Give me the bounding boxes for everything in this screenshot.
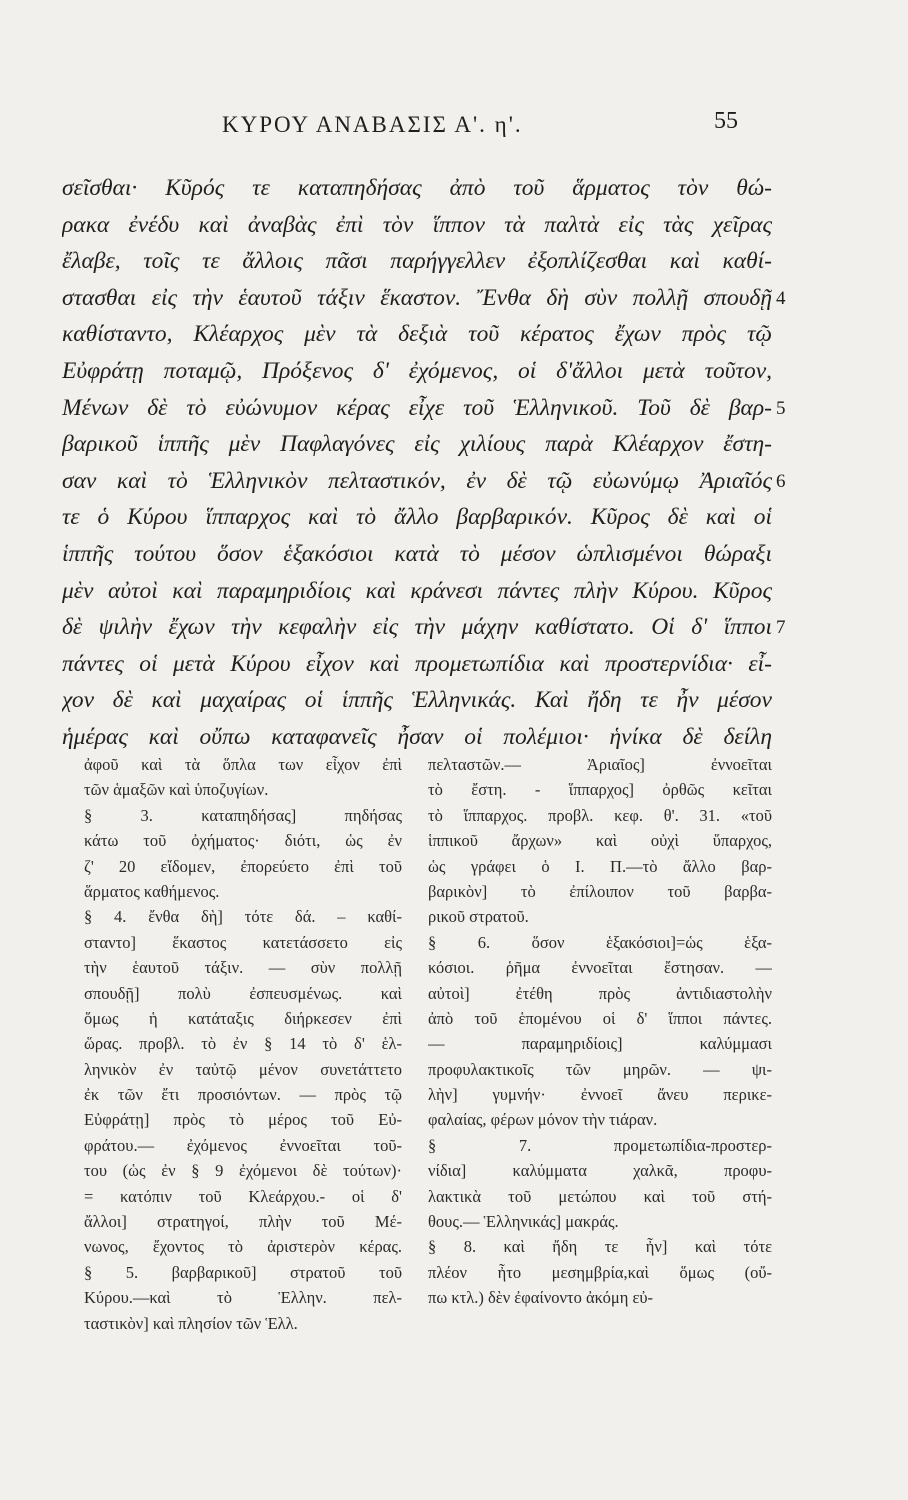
main-text-line: χον δὲ καὶ μαχαίρας οἱ ἱππῆς Ἑλληνικάς. Καὶ ἤδη τε ἦν μέσον — [62, 687, 772, 714]
main-text-line: τε ὁ Κύρου ἵππαρχος καὶ τὸ ἄλλο βαρβαρικόν. Κῦρος δὲ καὶ οἱ — [62, 504, 772, 531]
commentary-line: ζ' 20 εἴδομεν, ἐπορεύετο ἐπὶ τοῦ — [84, 856, 402, 876]
commentary-line: φαλαίας, φέρων μόνον τὴν τιάραν. — [428, 1110, 658, 1130]
commentary-line: σταντο] ἕκαστος κατετάσσετο εἰς — [84, 932, 402, 952]
commentary-line: νωνος, ἔχοντος τὸ ἀριστερὸν κέρας. — [84, 1237, 402, 1257]
commentary-right-column — [428, 752, 772, 1311]
commentary-line: ἀπὸ τοῦ ἑπομένου οἱ δ' ἵπποι πάντες. — [428, 1008, 772, 1028]
commentary-line: τὸ ἔστη. - ἵππαρχος] ὀρθῶς κεῖται — [428, 780, 772, 800]
commentary-line: τῶν ἁμαξῶν καὶ ὑποζυγίων. — [84, 780, 269, 800]
commentary-line: λὴν] γυμνήν· ἐννοεῖ ἄνευ περικε- — [428, 1085, 772, 1105]
commentary-line: ἱππικοῦ ἄρχων» καὶ οὐχὶ ὕπαρχος, — [428, 831, 772, 851]
main-text-line: Εὐφράτῃ ποταμῷ, Πρόξενος δ' ἐχόμενος, οἱ δ'ἄλλοι μετὰ τοῦτον, — [62, 357, 772, 384]
section-number: 7 — [776, 617, 786, 639]
section-number: 5 — [776, 397, 786, 419]
main-text-line: μὲν αὐτοὶ καὶ παραμηριδίοις καὶ κράνεσι πάντες πλὴν Κύρου. Κῦρος — [62, 577, 772, 604]
commentary-line: § 5. βαρβαρικοῦ] στρατοῦ τοῦ — [84, 1262, 402, 1282]
commentary-line: ἐκ τῶν ἔτι προσιόντων. — πρὸς τῷ — [84, 1085, 402, 1105]
commentary-line: ρικοῦ στρατοῦ. — [428, 907, 529, 927]
commentary-line: πλέον ἦτο μεσημβρία,καὶ ὅμως (οὔ- — [428, 1262, 772, 1282]
main-text-line: ἱππῆς τούτου ὅσον ἑξακόσιοι κατὰ τὸ μέσον ὡπλισμένοι θώραξι — [62, 540, 772, 567]
commentary-line: § 6. ὅσον ἑξακόσιοι]=ὡς ἑξα- — [428, 932, 772, 952]
main-text-line: ἡμέρας καὶ οὔπω καταφανεῖς ἦσαν οἱ πολέμιοι· ἡνίκα δὲ δείλη — [62, 723, 772, 750]
commentary-line: πω κτλ.) δὲν ἐφαίνοντο ἀκόμη εὐ- — [428, 1288, 654, 1308]
commentary-line: ταστικὸν] καὶ πλησίον τῶν Ἑλλ. — [84, 1313, 298, 1333]
commentary-line: ὥρας. προβλ. τὸ ἐν § 14 τὸ δ' ἑλ- — [84, 1034, 402, 1054]
commentary-line: Κύρου.—καὶ τὸ Ἑλλην. πελ- — [84, 1288, 402, 1308]
commentary-line: φράτου.— ἐχόμενος ἐννοεῖται τοῦ- — [84, 1135, 402, 1155]
commentary-line: του (ὡς ἐν § 9 ἐχόμενοι δὲ τούτων)· — [84, 1161, 402, 1181]
commentary-line: βαρικὸν] τὸ ἐπίλοιπον τοῦ βαρβα- — [428, 881, 772, 901]
commentary-line: λακτικὰ τοῦ μετώπου καὶ τοῦ στή- — [428, 1186, 772, 1206]
commentary-line: § 3. καταπηδήσας] πηδήσας — [84, 805, 402, 825]
commentary-line: ὅμως ἡ κατάταξις διήρκεσεν ἐπὶ — [84, 1008, 402, 1028]
commentary-line: Εὐφράτῃ] πρὸς τὸ μέρος τοῦ Εὐ- — [84, 1110, 402, 1130]
commentary-line: ἀφοῦ καὶ τὰ ὅπλα των εἶχον ἐπὶ — [84, 755, 402, 774]
commentary-line: θους.— Ἑλληνικάς] μακράς. — [428, 1212, 619, 1232]
commentary-line: κάτω τοῦ ὀχήματος· διότι, ὡς ἐν — [84, 831, 402, 851]
commentary-line: = κατόπιν τοῦ Κλεάρχου.- οἱ δ' — [84, 1186, 402, 1206]
commentary-line: πελταστῶν.— Ἀριαῖος] ἐννοεῖται — [428, 755, 772, 774]
commentary-line: § 4. ἔνθα δὴ] τότε δά. – καθί- — [84, 907, 402, 927]
main-text-line: καθίσταντο, Κλέαρχος μὲν τὰ δεξιὰ τοῦ κέρατος ἔχων πρὸς τῷ — [62, 321, 772, 348]
commentary-line: κόσιοι. ῥῆμα ἐννοεῖται ἔστησαν. — — [428, 958, 772, 978]
main-text-line: Μένων δὲ τὸ εὐώνυμον κέρας εἶχε τοῦ Ἑλληνικοῦ. Τοῦ δὲ βαρ- — [62, 394, 772, 421]
commentary-line: ἅρματος καθήμενος. — [84, 881, 220, 901]
commentary-line: ἄλλοι] στρατηγοί, πλὴν τοῦ Μέ- — [84, 1212, 402, 1232]
commentary-line: § 8. καὶ ἤδη τε ἦν] καὶ τότε — [428, 1237, 772, 1257]
main-text-block — [62, 170, 772, 756]
main-text-line: ἔλαβε, τοῖς τε ἄλλοις πᾶσι παρήγγελλεν ἐξοπλίζεσθαι καὶ καθί- — [62, 248, 772, 275]
main-text-line: σαν καὶ τὸ Ἑλληνικὸν πελταστικόν, ἐν δὲ τῷ εὐωνύμῳ Ἀριαῖός — [62, 467, 772, 494]
commentary-line: τὴν ἑαυτοῦ τάξιν. — σὺν πολλῇ — [84, 958, 402, 978]
commentary-line: § 7. προμετωπίδια-προστερ- — [428, 1135, 772, 1155]
commentary-line: ὡς γράφει ὁ Ι. Π.—τὸ ἄλλο βαρ- — [428, 856, 772, 876]
commentary-line: προφυλακτικοῖς τῶν μηρῶν. — ψι- — [428, 1059, 772, 1079]
section-number: 6 — [776, 470, 786, 492]
main-text-line: δὲ ψιλὴν ἔχων τὴν κεφαλὴν εἰς τὴν μάχην καθίστατο. Οἱ δ' ἵπποι — [62, 614, 772, 641]
main-text-line: στασθαι εἰς τὴν ἑαυτοῦ τάξιν ἕκαστον. Ἔνθα δὴ σὺν πολλῇ σπουδῇ — [62, 284, 772, 311]
main-text-line: σεῖσθαι· Κῦρός τε καταπηδήσας ἀπὸ τοῦ ἅρματος τὸν θώ- — [62, 175, 772, 201]
commentary-line: — παραμηριδίοις] καλύμμασι — [428, 1034, 772, 1054]
main-text-line: βαρικοῦ ἱππῆς μὲν Παφλαγόνες εἰς χιλίους παρὰ Κλέαρχον ἔστη- — [62, 431, 772, 458]
page-number: 55 — [714, 108, 738, 134]
commentary-line: νίδια] καλύμματα χαλκᾶ, προφυ- — [428, 1161, 772, 1181]
section-number: 4 — [776, 287, 786, 309]
commentary-line: σπουδῇ] πολὺ ἐσπευσμένως. καὶ — [84, 983, 402, 1003]
commentary-left-column — [84, 752, 402, 1336]
commentary-line: αὐτοὶ] ἐτέθη πρὸς ἀντιδιαστολὴν — [428, 983, 772, 1003]
commentary-line: ληνικὸν ἐν ταὐτῷ μένον συνετάττετο — [84, 1059, 402, 1079]
main-text-line: ρακα ἐνέδυ καὶ ἀναβὰς ἐπὶ τὸν ἵππον τὰ παλτὰ εἰς τὰς χεῖρας — [62, 211, 772, 238]
main-text-line: πάντες οἱ μετὰ Κύρου εἶχον καὶ προμετωπίδια καὶ προστερνίδια· εἶ- — [62, 650, 772, 677]
commentary-line: τὸ ἵππαρχος. προβλ. κεφ. θ'. 31. «τοῦ — [428, 805, 772, 825]
running-title: ΚΥΡΟΥ ΑΝΑΒΑΣΙΣ Α'. η'. — [222, 112, 523, 137]
